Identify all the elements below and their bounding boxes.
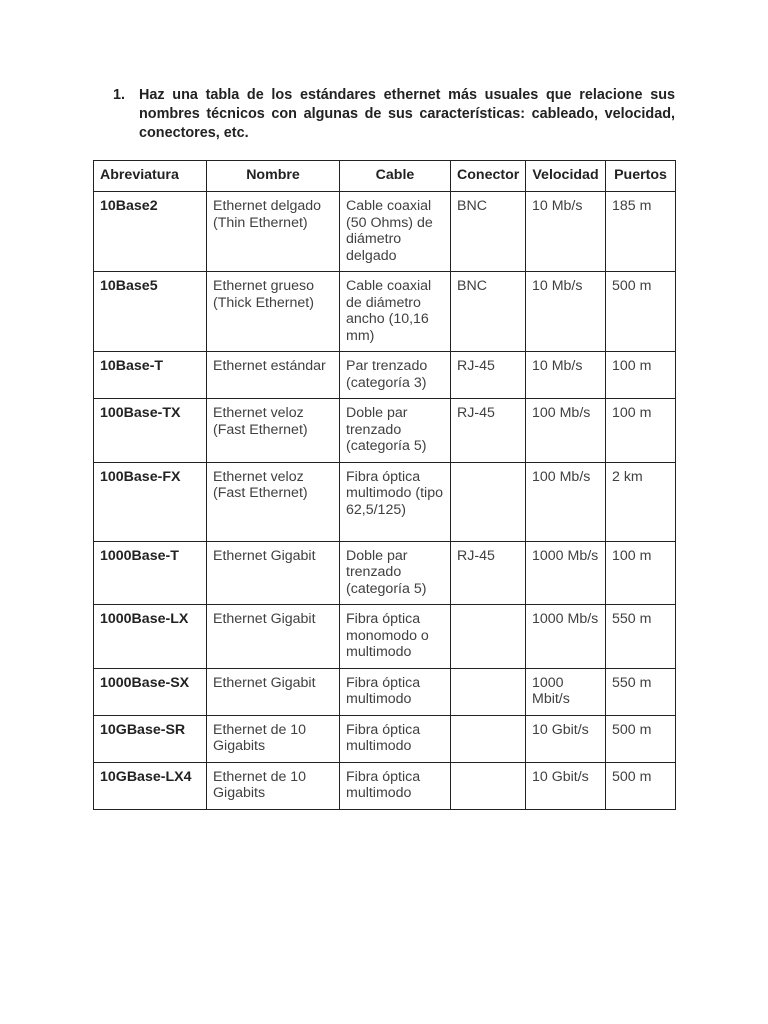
- cell-cable: Doble par trenzado (categoría 5): [340, 541, 451, 605]
- column-header-velocidad: Velocidad: [526, 161, 606, 192]
- cell-cable: Fibra óptica multimodo: [340, 668, 451, 715]
- cell-cable: Cable coaxial (50 Ohms) de diámetro delgado: [340, 192, 451, 272]
- cell-velocidad: 10 Gbit/s: [526, 762, 606, 809]
- table-row: [94, 605, 676, 669]
- cell-velocidad: 100 Mb/s: [526, 399, 606, 463]
- cell-cable: Fibra óptica multimodo (tipo 62,5/125): [340, 462, 451, 541]
- cell-velocidad: 1000 Mb/s: [526, 541, 606, 605]
- cell-nombre: Ethernet Gigabit: [207, 541, 340, 605]
- cell-puertos: 100 m: [606, 541, 676, 605]
- cell-nombre: Ethernet grueso (Thick Ethernet): [207, 272, 340, 352]
- cell-nombre: Ethernet estándar: [207, 352, 340, 399]
- cell-abreviatura: 1000Base-LX: [94, 605, 207, 669]
- cell-cable: Doble par trenzado (categoría 5): [340, 399, 451, 463]
- cell-puertos: 2 km: [606, 462, 676, 541]
- cell-abreviatura: 10GBase-SR: [94, 715, 207, 762]
- question-number: 1.: [113, 87, 126, 103]
- cell-puertos: 100 m: [606, 352, 676, 399]
- cell-abreviatura: 100Base-FX: [94, 462, 207, 541]
- cell-cable: Fibra óptica monomodo o multimodo: [340, 605, 451, 669]
- cell-velocidad: 1000 Mbit/s: [526, 668, 606, 715]
- cell-abreviatura: 10Base-T: [94, 352, 207, 399]
- cell-nombre: Ethernet veloz (Fast Ethernet): [207, 399, 340, 463]
- cell-nombre: Ethernet Gigabit: [207, 668, 340, 715]
- column-header-cable: Cable: [340, 161, 451, 192]
- cell-abreviatura: 10Base2: [94, 192, 207, 272]
- cell-conector: BNC: [451, 272, 526, 352]
- cell-puertos: 500 m: [606, 272, 676, 352]
- ethernet-standards-table: [93, 160, 676, 810]
- cell-cable: Par trenzado (categoría 3): [340, 352, 451, 399]
- cell-conector: RJ-45: [451, 352, 526, 399]
- cell-velocidad: 1000 Mb/s: [526, 605, 606, 669]
- table-row: [94, 541, 676, 605]
- cell-abreviatura: 10Base5: [94, 272, 207, 352]
- table-row: [94, 668, 676, 715]
- cell-abreviatura: 1000Base-SX: [94, 668, 207, 715]
- cell-conector: RJ-45: [451, 399, 526, 463]
- column-header-conector: Conector: [451, 161, 526, 192]
- table-row: [94, 352, 676, 399]
- cell-conector: BNC: [451, 192, 526, 272]
- table-row: [94, 272, 676, 352]
- cell-abreviatura: 10GBase-LX4: [94, 762, 207, 809]
- cell-velocidad: 10 Mb/s: [526, 352, 606, 399]
- cell-conector: [451, 605, 526, 669]
- table-row: [94, 715, 676, 762]
- cell-velocidad: 10 Mb/s: [526, 192, 606, 272]
- question-text: Haz una tabla de los estándares ethernet más usuales que relacione sus nombres técnicos con algunas de sus características: cableado, velocidad, conectores, etc.: [139, 87, 675, 141]
- cell-velocidad: 100 Mb/s: [526, 462, 606, 541]
- cell-cable: Fibra óptica multimodo: [340, 715, 451, 762]
- cell-nombre: Ethernet Gigabit: [207, 605, 340, 669]
- cell-conector: [451, 715, 526, 762]
- cell-conector: [451, 668, 526, 715]
- cell-nombre: Ethernet veloz (Fast Ethernet): [207, 462, 340, 541]
- cell-puertos: 185 m: [606, 192, 676, 272]
- cell-puertos: 500 m: [606, 762, 676, 809]
- cell-puertos: 100 m: [606, 399, 676, 463]
- cell-velocidad: 10 Mb/s: [526, 272, 606, 352]
- cell-conector: RJ-45: [451, 541, 526, 605]
- cell-cable: Fibra óptica multimodo: [340, 762, 451, 809]
- table-row: [94, 462, 676, 541]
- cell-nombre: Ethernet delgado (Thin Ethernet): [207, 192, 340, 272]
- cell-abreviatura: 1000Base-T: [94, 541, 207, 605]
- cell-conector: [451, 762, 526, 809]
- cell-puertos: 550 m: [606, 668, 676, 715]
- table-header-row: [94, 161, 676, 192]
- cell-cable: Cable coaxial de diámetro ancho (10,16 mm): [340, 272, 451, 352]
- table-row: [94, 192, 676, 272]
- column-header-nombre: Nombre: [207, 161, 340, 192]
- cell-abreviatura: 100Base-TX: [94, 399, 207, 463]
- cell-puertos: 500 m: [606, 715, 676, 762]
- column-header-puertos: Puertos: [606, 161, 676, 192]
- cell-nombre: Ethernet de 10 Gigabits: [207, 715, 340, 762]
- table-row: [94, 399, 676, 463]
- cell-nombre: Ethernet de 10 Gigabits: [207, 762, 340, 809]
- column-header-abreviatura: Abreviatura: [94, 161, 207, 192]
- question-item: [113, 86, 675, 143]
- table-row: [94, 762, 676, 809]
- cell-velocidad: 10 Gbit/s: [526, 715, 606, 762]
- cell-conector: [451, 462, 526, 541]
- cell-puertos: 550 m: [606, 605, 676, 669]
